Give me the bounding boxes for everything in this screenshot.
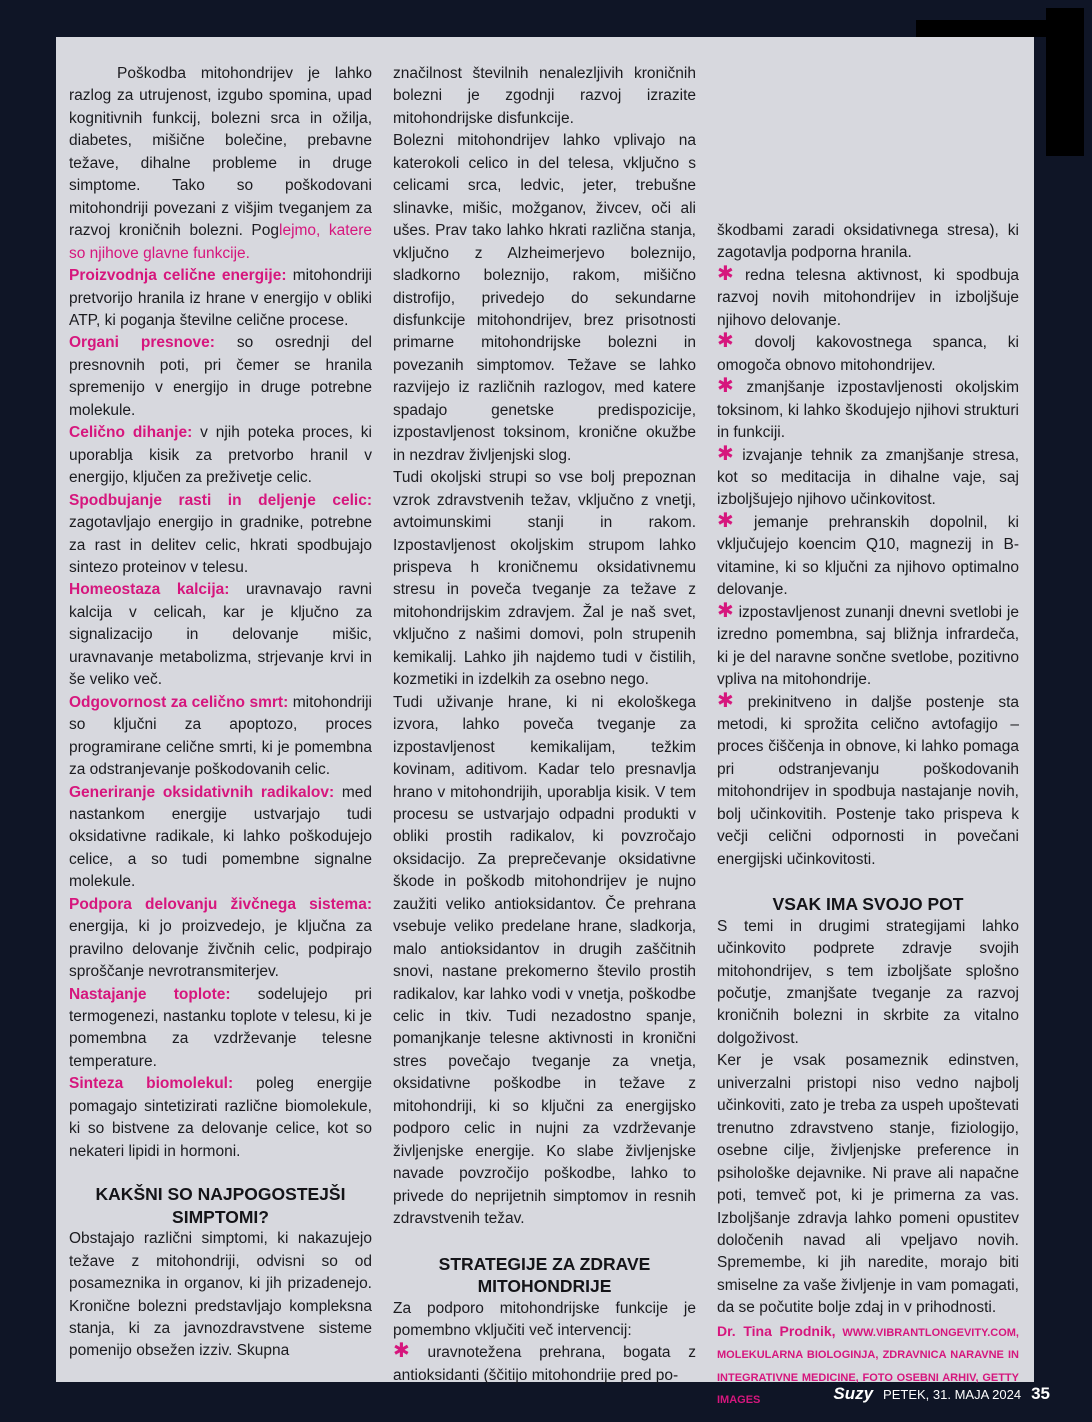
function-term: Organi presnove: [69, 334, 215, 352]
bullet-item [717, 689, 1019, 872]
function-item [69, 579, 372, 691]
intro-text: Poškodba mitohondrijev je lahko razlog za utrujenost, izgubo spomina, upad kognitivnih funkcij, bolezni srca in ožilja, diabetes, mišične bolečine, prebavne težave, dihalne probleme in druge simptome. Tako so poškodovani mitohondriji povezani z višjim tveganjem za razvoj kroničnih bolezni. Pog [69, 65, 372, 240]
intro-highlight: lejmo, katere so njihove glavne funkcije. [69, 222, 372, 262]
symptoms-paragraph: Obstajajo različni simptomi, ki nakazujejo težave z mitohondriji, odvisni so od posameznika in organov, ki jih prizadenejo. Kronične bolezni predstavljajo kompleksna stanja, ki za javnozdravstvene sisteme pomenijo obsežen izziv. Skupna [69, 1230, 372, 1360]
function-term: Generiranje oksidativnih radikalov: [69, 783, 335, 801]
function-item [69, 782, 372, 894]
paragraph: Tudi uživanje hrane, ki ni ekološkega izvora, lahko poveča tveganje za izpostavljenost kemikalijam, težkim kovinam, aditivom. Kadar telo presnavlja hrano v mitohondrijih, uporablja kisik. V tem procesu se ustvarjajo odpadni produkti v obliki prostih radikalov, ki povzročajo oksidacijo. Za preprečevanje oksidativne škode in poškodb mitohondrijev je nujno zaužiti veliko antioksidantov. Če prehrana vsebuje veliko predelane hrane, sladkorja, malo antioksidantov in drugih zaščitnih snovi, nastane prekomerno število prostih radikalov, kar lahko vodi v vnetja, poškodbe celic in tkiv. Tudi nezadostno spanje, pomanjkanje telesne aktivnosti in kronični stres povečajo tveganje za vnetja, oksidativne poškodbe in težave z mitohondriji, ki so ključni za energijsko podporo celic in nujni za vzdrževanje življenjske energije. Ko slabe življenjske navade povzročijo poškodbe, lahko to privede do neprijetnih simptomov in resnih zdravstvenih težav. [393, 693, 696, 1228]
function-term: Sinteza biomolekul: [69, 1075, 234, 1093]
issue-date: PETEK, 31. MAJA 2024 [883, 1387, 1022, 1402]
asterisk-icon: ✱ [393, 1340, 410, 1363]
author-name: Dr. Tina Prodnik, [717, 1322, 836, 1339]
function-item [69, 894, 372, 984]
bullet-continuation: škodbami zaradi oksidativnega stresa), ki zagotavlja podporna hranila. [717, 222, 1019, 262]
asterisk-icon: ✱ [717, 330, 734, 353]
function-item [69, 984, 372, 1074]
paragraph: Za podporo mitohondrijske funkcije je pomembno vključiti več intervencij: [393, 1299, 696, 1340]
function-term: Podpora delovanju živčnega sistema: [69, 895, 372, 913]
bullet-text: prekinitveno in daljše postenje sta metodi, ki sprožita celično avtofagijo – proces čiščenja in obnove, ki lahko pomaga pri odstranjevanju poškodovanih mitohondrijev in spodbuja nastajanje novih, bolj učinkovitih. Postenje tako prispeva k večji celični odpornosti in povečani energijski učinkovitosti. [717, 693, 1019, 868]
function-item [69, 332, 372, 422]
function-item [69, 1073, 372, 1163]
page-footer [833, 1382, 1050, 1406]
bullet-item [717, 377, 1019, 444]
bullet-text: izvajanje tehnik za zmanjšanje stresa, kot so meditacija in dihalne vaje, saj izboljšujejo njihovo učinkovitost. [717, 446, 1020, 509]
function-text: poleg energije pomagajo sintetizirati različne biomolekule, ki so bistvene za delovanje celice, kot so nekateri lipidi in hormoni. [69, 1075, 372, 1160]
function-text: mitohondriji pretvorijo hranila iz hrane v energijo v obliki ATP, ki poganja številne celične procese. [69, 267, 372, 329]
asterisk-icon: ✱ [717, 375, 734, 398]
paragraph: Tudi okoljski strupi so vse bolj prepoznan vzrok zdravstvenih težav, vključno z vnetji, avtoimunskimi stanji in rakom. Izpostavljenost okoljskim strupom lahko prispeva h kroničnemu oksidativnemu stresu in poveča tveganje za težave z mitohondrijskim zdravjem. Žal je naš svet, vključno z našimi domovi, poln strupenih kemikalij. Lahko jih najdemo tudi v čistilih, kozmetiki in izdelkih za osebno nego. [393, 469, 696, 689]
paragraph: značilnost številnih nenalezljivih kroničnih bolezni je zgodnji razvoj izrazite mitohondrijske disfunkcije. [393, 65, 696, 127]
bullet-item [393, 1342, 696, 1387]
corner-tab-side [1046, 8, 1084, 156]
intro-paragraph [69, 63, 372, 265]
bullet-text: uravnotežena prehrana, bogata z antioksidanti (ščitijo mitohondrije pred po- [393, 1344, 696, 1384]
bullet-text: redna telesna aktivnost, ki spodbuja razvoj novih mitohondrijev in izboljšuje njihovo delovanje. [717, 266, 1020, 329]
function-term: Proizvodnja celične energije: [69, 267, 287, 285]
column-2 [393, 63, 696, 1387]
symptoms-heading: KAKŠNI SO NAJPOGOSTEJŠI SIMPTOMI? [95, 1184, 346, 1227]
function-item [69, 265, 372, 332]
function-text: zagotavljajo energijo in gradnike, potrebne za rast in delitev celic, hkrati spodbujajo sintezo proteinov v telesu. [69, 514, 372, 576]
function-text: energija, ki jo proizvedejo, je ključna za pravilno delovanje živčnih celic, podpirajo sproščanje nevrotransmiterjev. [69, 918, 372, 981]
column-1 [69, 63, 372, 1363]
function-text: mitohondriji so ključni za apoptozo, proces programirane celične smrti, ki je pomembna za odstranjevanje poškodovanih celic. [69, 693, 372, 779]
paragraph: Ker je vsak posameznik edinstven, univerzalni pristopi niso vedno najbolj učinkoviti, zato je treba za uspeh upoštevati trenutno zdravstveno stanje, fiziologijo, osebne cilje, življenjske preference in psihološke dejavnike. Ni prave ali napačne poti, temveč pot, ki je primerna za vas. Izboljšanje zdravja lahko pomeni opustitev določenih navad ali vpeljavo novih. Spremembe, ki jih naredite, morajo biti smiselne za vaše življenje in vam pomagati, da se počutite bolje zdaj in v prihodnosti. [717, 1052, 1019, 1317]
bullets-list [717, 262, 1020, 871]
function-term: Odgovornost za celično smrt: [69, 693, 289, 711]
bullet-item [717, 332, 1019, 377]
asterisk-icon: ✱ [717, 262, 734, 285]
magazine-logo: Suzy [833, 1384, 874, 1403]
asterisk-icon: ✱ [717, 599, 734, 622]
strategies-heading: STRATEGIJE ZA ZDRAVE MITOHONDRIJE [438, 1253, 651, 1297]
bullet-item [717, 599, 1020, 692]
paragraph: S temi in drugimi strategijami lahko učinkovito podprete zdravje svojih mitohondrijev, s tem izboljšate splošno počutje, zmanjšate tveganje za razvoj kroničnih bolezni in skrbite za vitalno dolgoživost. [717, 917, 1019, 1047]
asterisk-icon: ✱ [717, 442, 734, 465]
function-term: Homeostaza kalcija: [69, 581, 230, 599]
bullet-text: izpostavljenost zunanji dnevni svetlobi je izredno pomembna, saj bližnja infrardeča, ki je del naravne sončne svetlobe, pozitivno vpliva na mitohondrije. [717, 603, 1020, 689]
corner-tab-top [916, 20, 1046, 37]
bullet-item [717, 509, 1019, 602]
function-term: Celično dihanje: [69, 424, 193, 442]
function-text: v njih poteka proces, ki uporablja kisik za pretvorbo hranil v energijo, ključen za preživetje celic. [69, 424, 372, 487]
function-term: Spodbujanje rasti in deljenje celic: [69, 491, 372, 509]
function-item [69, 422, 372, 489]
bullet-item [717, 442, 1020, 512]
function-text: sodelujejo pri termogenezi, nastanku toplote v telesu, ki je pomembna za vzdrževanje telesne temperature. [69, 985, 372, 1070]
own-path-heading: VSAK IMA SVOJO POT [772, 894, 964, 915]
bullet-item [717, 262, 1020, 332]
bullet-text: dovolj kakovostnega spanca, ki omogoča obnovo mitohondrijev. [717, 334, 1019, 374]
function-text: med nastankom energije ustvarjajo tudi oksidativne radikale, ki lahko poškodujejo celice, a so tudi pomembne signalne molekule. [69, 783, 373, 891]
paragraph: Bolezni mitohondrijev lahko vplivajo na katerokoli celico in del telesa, vključno s celicami srca, ledvic, jeter, trebušne slinavke, mišic, možganov, živcev, oči ali ušes. Prav tako lahko hkrati različna stanja, vključno z Alzheimerjevo boleznijo, sladkorno boleznijo, rakom, mišično distrofijo, privedejo do sekundarne disfunkcije mitohondrijev, brez prisotnosti primarne mitohondrijske bolezni in povezanih simptomov. Težave se lahko razvijejo iz različnih razlogov, med katere spadajo genetske predispozicije, izpostavljenost toksinom, kronične okužbe in nezdrav življenjski slog. [393, 132, 696, 464]
function-item [69, 490, 372, 580]
function-item [69, 692, 372, 782]
bullet-text: jemanje prehranskih dopolnil, ki vključujejo koencim Q10, magnezij in B-vitamine, ki so ključni za njihovo optimalno delovanje. [717, 513, 1019, 599]
function-term: Nastajanje toplote: [69, 985, 231, 1003]
functions-list [69, 265, 372, 1163]
function-text: uravnavajo ravni kalcija v celicah, kar je ključno za signalizacijo in delovanje mišic, uravnavanje metabolizma, strjevanje krvi in še veliko več. [69, 581, 372, 689]
page-number: 35 [1031, 1384, 1050, 1403]
asterisk-icon: ✱ [717, 689, 734, 712]
bullet-text: zmanjšanje izpostavljenosti okoljskim toksinom, ki lahko škodujejo njihovi strukturi in funkciji. [717, 379, 1020, 442]
column-3 [717, 220, 1022, 1412]
function-text: so osrednji del presnovnih poti, pri čemer se hranila spremenijo v energijo in druge potrebne molekule. [69, 334, 372, 419]
credit-text: WWW.VIBRANTLONGEVITY.COM, MOLEKULARNA BIOLOGINJA, ZDRAVNICA NARAVNE IN INTEGRATIVNE MEDICINE, FOTO OSEBNI ARHIV, GETTY IMAGES [717, 1326, 1019, 1407]
asterisk-icon: ✱ [717, 509, 734, 532]
